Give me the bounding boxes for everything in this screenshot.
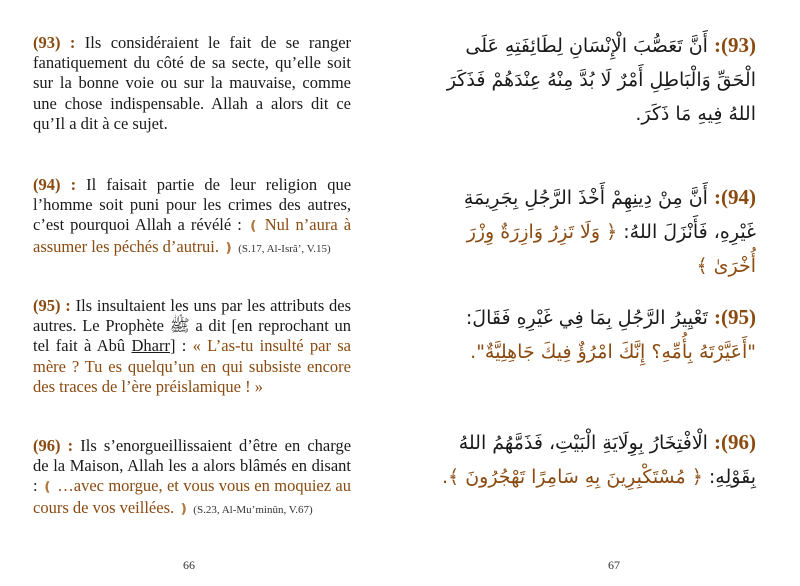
page-number-right: 67 [608, 558, 620, 572]
paragraph-93-fr [33, 33, 351, 134]
paragraph-number: (93): [714, 33, 756, 57]
paragraph-text: أَنَّ مِنْ دِينِهِمْ أَخْذَ الرَّجُلِ بِجَرِيمَةِ غَيْرِهِ، فَأَنْزَلَ اللهُ: [463, 187, 756, 243]
paragraph-text: Ils s’enorgueillissaient d’être en charge de la Maison, Allah les a alors blâmés en disant : [33, 436, 352, 496]
quran-quote: …avec morgue, et vous vous en moquiez au cours de vos veillées. [33, 476, 352, 517]
companion-name: Dharr [131, 336, 170, 356]
paragraph-text: Ils insultaient les uns par les attributs des autres. Le Prophète ﷺ a dit [en reprochant un tel fait à Abû [33, 296, 352, 356]
quran-bracket-close-icon: ❫ [178, 500, 190, 516]
paragraph-text: تَعْيِيرُ الرَّجُلِ بِمَا فِي غَيْرِهِ فَقَالَ: [465, 307, 708, 329]
paragraph-96-ar [426, 425, 756, 494]
paragraph-number: (95) : [33, 296, 71, 315]
left-page [0, 0, 390, 586]
paragraph-95-fr [33, 296, 351, 397]
paragraph-text: الْافْتِخَارُ بِوِلَايَةِ الْبَيْتِ، فَذَمَّهُمُ اللهُ بِقَوْلِهِ: [458, 432, 756, 488]
paragraph-number: (94): [714, 185, 756, 209]
paragraph-94-fr [33, 175, 351, 259]
paragraph-93-ar [426, 28, 756, 131]
quran-reference: (S.17, Al-Isrâ’, V.15) [238, 242, 331, 255]
paragraph-number: (96): [714, 430, 756, 454]
paragraph-number: (95): [714, 305, 756, 329]
quran-quote: Nul n’aura à assumer les péchés d’autrui. [33, 215, 352, 256]
quran-reference: (S.23, Al-Mu’minûn, V.67) [193, 503, 313, 516]
quran-quote: ﴿ مُسْتَكْبِرِينَ بِهِ سَامِرًا تَهْجُرُونَ ﴾. [441, 466, 703, 488]
page-number-left: 66 [183, 558, 195, 572]
hadith-quote: « L’as-tu insulté par sa mère ? Tu es quelqu’un en qui subsiste encore des traces de l’ère préislamique ! » [33, 336, 351, 396]
right-page [400, 0, 800, 586]
paragraph-96-fr [33, 436, 351, 520]
quran-bracket-open-icon: ❪ [41, 479, 53, 495]
hadith-quote: "أَعَيَّرْتَهُ بِأُمِّهِ؟ إِنَّكَ امْرُؤٌ فِيكَ جَاهِلِيَّةٌ". [470, 341, 756, 363]
paragraph-number: (93) : [33, 33, 76, 52]
paragraph-number: (96) : [33, 436, 74, 455]
paragraph-text-cont: ] : [169, 336, 187, 356]
paragraph-text: Ils considéraient le fait de se ranger fanatiquement du côté de sa secte, qu’elle soit sur la bonne voie ou sur la mauvaise, comme une chose indispensable. Allah a alors dit ce qu’Il a dit à ce sujet. [33, 33, 352, 133]
quran-bracket-close-icon: ❫ [223, 239, 235, 255]
paragraph-95-ar [426, 300, 756, 369]
paragraph-text: Il faisait partie de leur religion que l’homme soit puni pour les crimes des autres, c’est pourquoi Allah a révélé : [33, 175, 352, 235]
quran-bracket-open-icon: ❪ [247, 218, 259, 234]
quran-quote: ﴿ وَلَا تَزِرُ وَازِرَةٌ وِزْرَ أُخْرَىٰ ﴾ [466, 221, 756, 277]
paragraph-text: أَنَّ تَعَصُّبَ الْإِنْسَانِ لِطَائِفَتِهِ عَلَى الْحَقِّ وَالْبَاطِلِ أَمْرٌ لَا بُدَّ مِنْهُ عِنْدَهُمْ فَذَكَرَ اللهُ فِيهِ مَا ذَكَرَ. [446, 35, 756, 125]
paragraph-94-ar [426, 180, 756, 283]
paragraph-number: (94) : [33, 175, 77, 194]
